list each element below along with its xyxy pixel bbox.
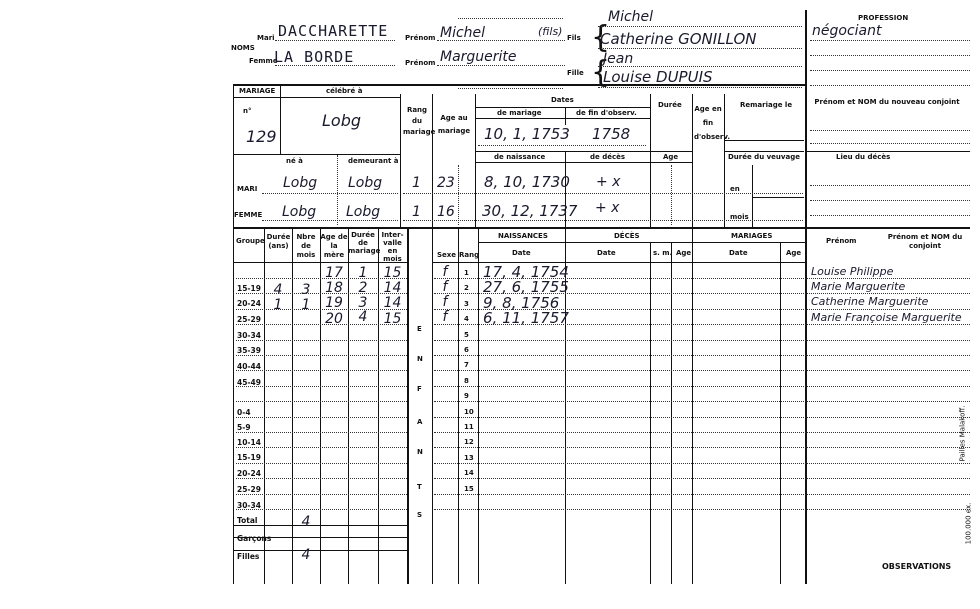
fils-label: Fils <box>567 34 581 42</box>
remariage-label: Remariage le <box>740 101 793 109</box>
row2-age-mere: 19 <box>325 295 343 311</box>
rank-number: 8 <box>464 376 469 385</box>
mari-naissance: 8, 10, 1730 <box>484 173 570 191</box>
group-label: 40-44 <box>237 362 261 371</box>
femme-demeurant: Lobg <box>346 204 381 220</box>
group-label: 15-19 <box>237 284 261 293</box>
row1-intervalle: 14 <box>383 280 402 296</box>
group-label: 0-4 <box>237 408 251 417</box>
group-label: 15-19 <box>237 453 261 462</box>
mariages-label: MARIAGES <box>731 232 773 240</box>
age-label: Age au mariage <box>437 114 471 135</box>
prenom-nom-conjoint-label: Prénom et NOM du conjoint <box>887 233 963 250</box>
group-label: 30-34 <box>237 331 261 340</box>
duree-veuvage-label: Durée du veuvage <box>728 153 800 161</box>
mariages-date-label: Date <box>729 249 748 257</box>
row1-nbre: 3 <box>301 282 311 298</box>
child3-naissance: 9, 8, 1756 <box>483 294 560 312</box>
date-fin: 1758 <box>592 125 631 143</box>
rank-number: 6 <box>464 346 469 354</box>
mariage-lieu: Lobg <box>322 111 362 130</box>
child2-prenom: Marie Marguerite <box>811 280 906 293</box>
child2-naissance: 27, 6, 1755 <box>483 278 569 296</box>
femme-label: Femme <box>249 57 278 65</box>
rank-number: 4 <box>464 315 469 324</box>
mari-nom: DACCHARETTE <box>278 22 389 40</box>
child1-prenom: Louise Philippe <box>811 265 894 278</box>
nouveau-conjoint-label: Prénom et NOM du nouveau conjoint <box>814 98 960 106</box>
mari-ne: Lobg <box>283 175 318 191</box>
dates-label: Dates <box>551 96 574 104</box>
group-label: Total <box>237 516 258 525</box>
child1-sexe: f <box>442 264 448 280</box>
filles-nbre: 4 <box>301 547 311 563</box>
numero-label: n° <box>243 107 252 115</box>
group-label: 5-9 <box>237 423 251 432</box>
child4-sexe: f <box>442 309 448 325</box>
prenom-label-femme: Prénom <box>405 59 436 67</box>
de-fin-label: de fin d'observ. <box>576 109 637 117</box>
mari-demeurant: Lobg <box>348 175 383 191</box>
rank-number: 9 <box>464 392 469 401</box>
group-label: 45-49 <box>237 378 261 387</box>
date-mariage: 10, 1, 1753 <box>484 125 570 143</box>
rank-number: 13 <box>464 453 474 462</box>
mois-label: mois <box>730 213 749 221</box>
rank-number: 7 <box>464 361 469 370</box>
ne-a-label: né à <box>286 157 303 165</box>
age-fin-label: Age en fin d'observ. <box>694 105 730 141</box>
group-label: Garçons <box>237 534 272 543</box>
rank-number: 2 <box>464 284 469 293</box>
child4-prenom: Marie Françoise Marguerite <box>811 311 962 324</box>
nbre-mois-label: Nbre de mois <box>296 233 316 259</box>
observations-label: OBSERVATIONS <box>882 562 952 571</box>
rank-number: 1 <box>464 269 469 277</box>
age-col-label: Age <box>663 153 679 161</box>
duree-label: Durée <box>658 101 682 109</box>
fille-pere: Jean <box>603 51 634 67</box>
rank-number: 11 <box>464 423 474 431</box>
profession-label: PROFESSION <box>858 14 909 22</box>
mari-age: 23 <box>437 175 455 191</box>
row1-duree-mariage: 2 <box>358 280 368 296</box>
rang-col-label: Rang <box>459 251 480 259</box>
celebre-label: célébré à <box>326 87 363 95</box>
rank-number: 12 <box>464 438 474 447</box>
rank-number: 14 <box>464 469 474 478</box>
demeurant-label: demeurant à <box>348 157 399 165</box>
child2-sexe: f <box>442 279 448 295</box>
row2-duree: 1 <box>273 297 283 313</box>
femme-naissance: 30, 12, 1737 <box>482 202 578 220</box>
mari-deces: + x <box>596 174 621 190</box>
group-label: 25-29 <box>237 315 261 324</box>
rank-number: 5 <box>464 330 469 339</box>
row3-duree-mariage: 4 <box>358 309 368 325</box>
sexe-label: Sexe <box>437 251 457 259</box>
group-label: 20-24 <box>237 299 261 308</box>
group-label: 35-39 <box>237 346 261 355</box>
femme-ne: Lobg <box>282 204 317 220</box>
femme-prenom: Marguerite <box>440 49 517 65</box>
lieu-deces-label: Lieu du décès <box>836 153 891 161</box>
child3-prenom: Catherine Marguerite <box>811 295 929 308</box>
group-label: 30-34 <box>237 501 261 510</box>
duree-mariage-label: Durée de mariage <box>348 231 381 255</box>
mari-prenom: Michel <box>440 25 486 41</box>
group-label: 25-29 <box>237 485 261 494</box>
row2-intervalle: 14 <box>383 295 402 311</box>
femme-rang: 1 <box>412 204 421 220</box>
mari-prenom-note: (fils) <box>538 25 563 38</box>
deces-label: DÉCÈS <box>614 232 640 240</box>
row1-age-mere: 18 <box>325 280 343 296</box>
row2-duree-mariage: 3 <box>358 295 368 311</box>
deces-date-label: Date <box>597 249 616 257</box>
prenom-col-label: Prénom <box>826 237 857 245</box>
print-run-text: 100.000 ex. <box>964 502 973 545</box>
noms-label: NOMS <box>231 44 255 52</box>
femme-row-label: FEMME <box>234 211 263 219</box>
total-nbre: 4 <box>301 514 311 530</box>
sm-label: s. m. <box>653 249 673 257</box>
mariage-title: MARIAGE <box>239 87 276 95</box>
row2-nbre: 1 <box>301 297 311 313</box>
de-mariage-label: de mariage <box>497 109 542 117</box>
group-label: Filles <box>237 552 260 561</box>
rank-number: 3 <box>464 299 469 308</box>
rank-number: 10 <box>464 407 474 416</box>
child1-naissance: 17, 4, 1754 <box>483 263 569 281</box>
de-deces-label: de décès <box>590 153 626 161</box>
mari-label: Mari <box>257 34 275 42</box>
intervalle-label: Inter-valle en mois <box>381 231 404 263</box>
mari-row-label: MARI <box>237 185 258 193</box>
rang-label: Rang du mariage <box>403 106 436 136</box>
child4-naissance: 6, 11, 1757 <box>483 309 569 327</box>
fille-label: Fille <box>567 69 584 77</box>
groupe-label: Groupe <box>236 237 265 245</box>
de-naissance-label: de naissance <box>494 153 546 161</box>
fils-mere: Catherine GONILLON <box>600 30 757 48</box>
femme-nom: LA BORDE <box>274 48 355 66</box>
fils-pere: Michel <box>608 9 654 25</box>
naissances-label: NAISSANCES <box>498 232 548 240</box>
mariage-numero: 129 <box>246 127 277 146</box>
group-label: 10-14 <box>237 438 261 447</box>
row0-intervalle: 15 <box>383 265 402 281</box>
rank-number: 15 <box>464 484 474 493</box>
publisher-text: Pailles Malakoff. <box>958 405 967 462</box>
row3-age-mere: 20 <box>325 311 343 327</box>
deces-age-label: Age <box>676 249 692 257</box>
fille-mere: Louise DUPUIS <box>603 68 713 86</box>
child3-sexe: f <box>442 294 448 310</box>
mariages-age-label: Age <box>786 249 802 257</box>
row3-intervalle: 15 <box>383 311 402 327</box>
femme-age: 16 <box>437 204 455 220</box>
duree-ans-label: Durée (ans) <box>266 233 291 250</box>
row1-duree: 4 <box>273 282 283 298</box>
profession-value: négociant <box>812 23 882 39</box>
en-label: en <box>730 185 740 193</box>
naissance-date-label: Date <box>512 249 531 257</box>
row0-age-mere: 17 <box>325 265 343 281</box>
age-mere-label: Age de la mère <box>320 233 348 259</box>
prenom-label-mari: Prénom <box>405 34 436 42</box>
group-label: 20-24 <box>237 469 261 478</box>
row0-duree-mariage: 1 <box>358 265 368 281</box>
femme-deces: + x <box>595 200 620 216</box>
mari-rang: 1 <box>412 175 421 191</box>
